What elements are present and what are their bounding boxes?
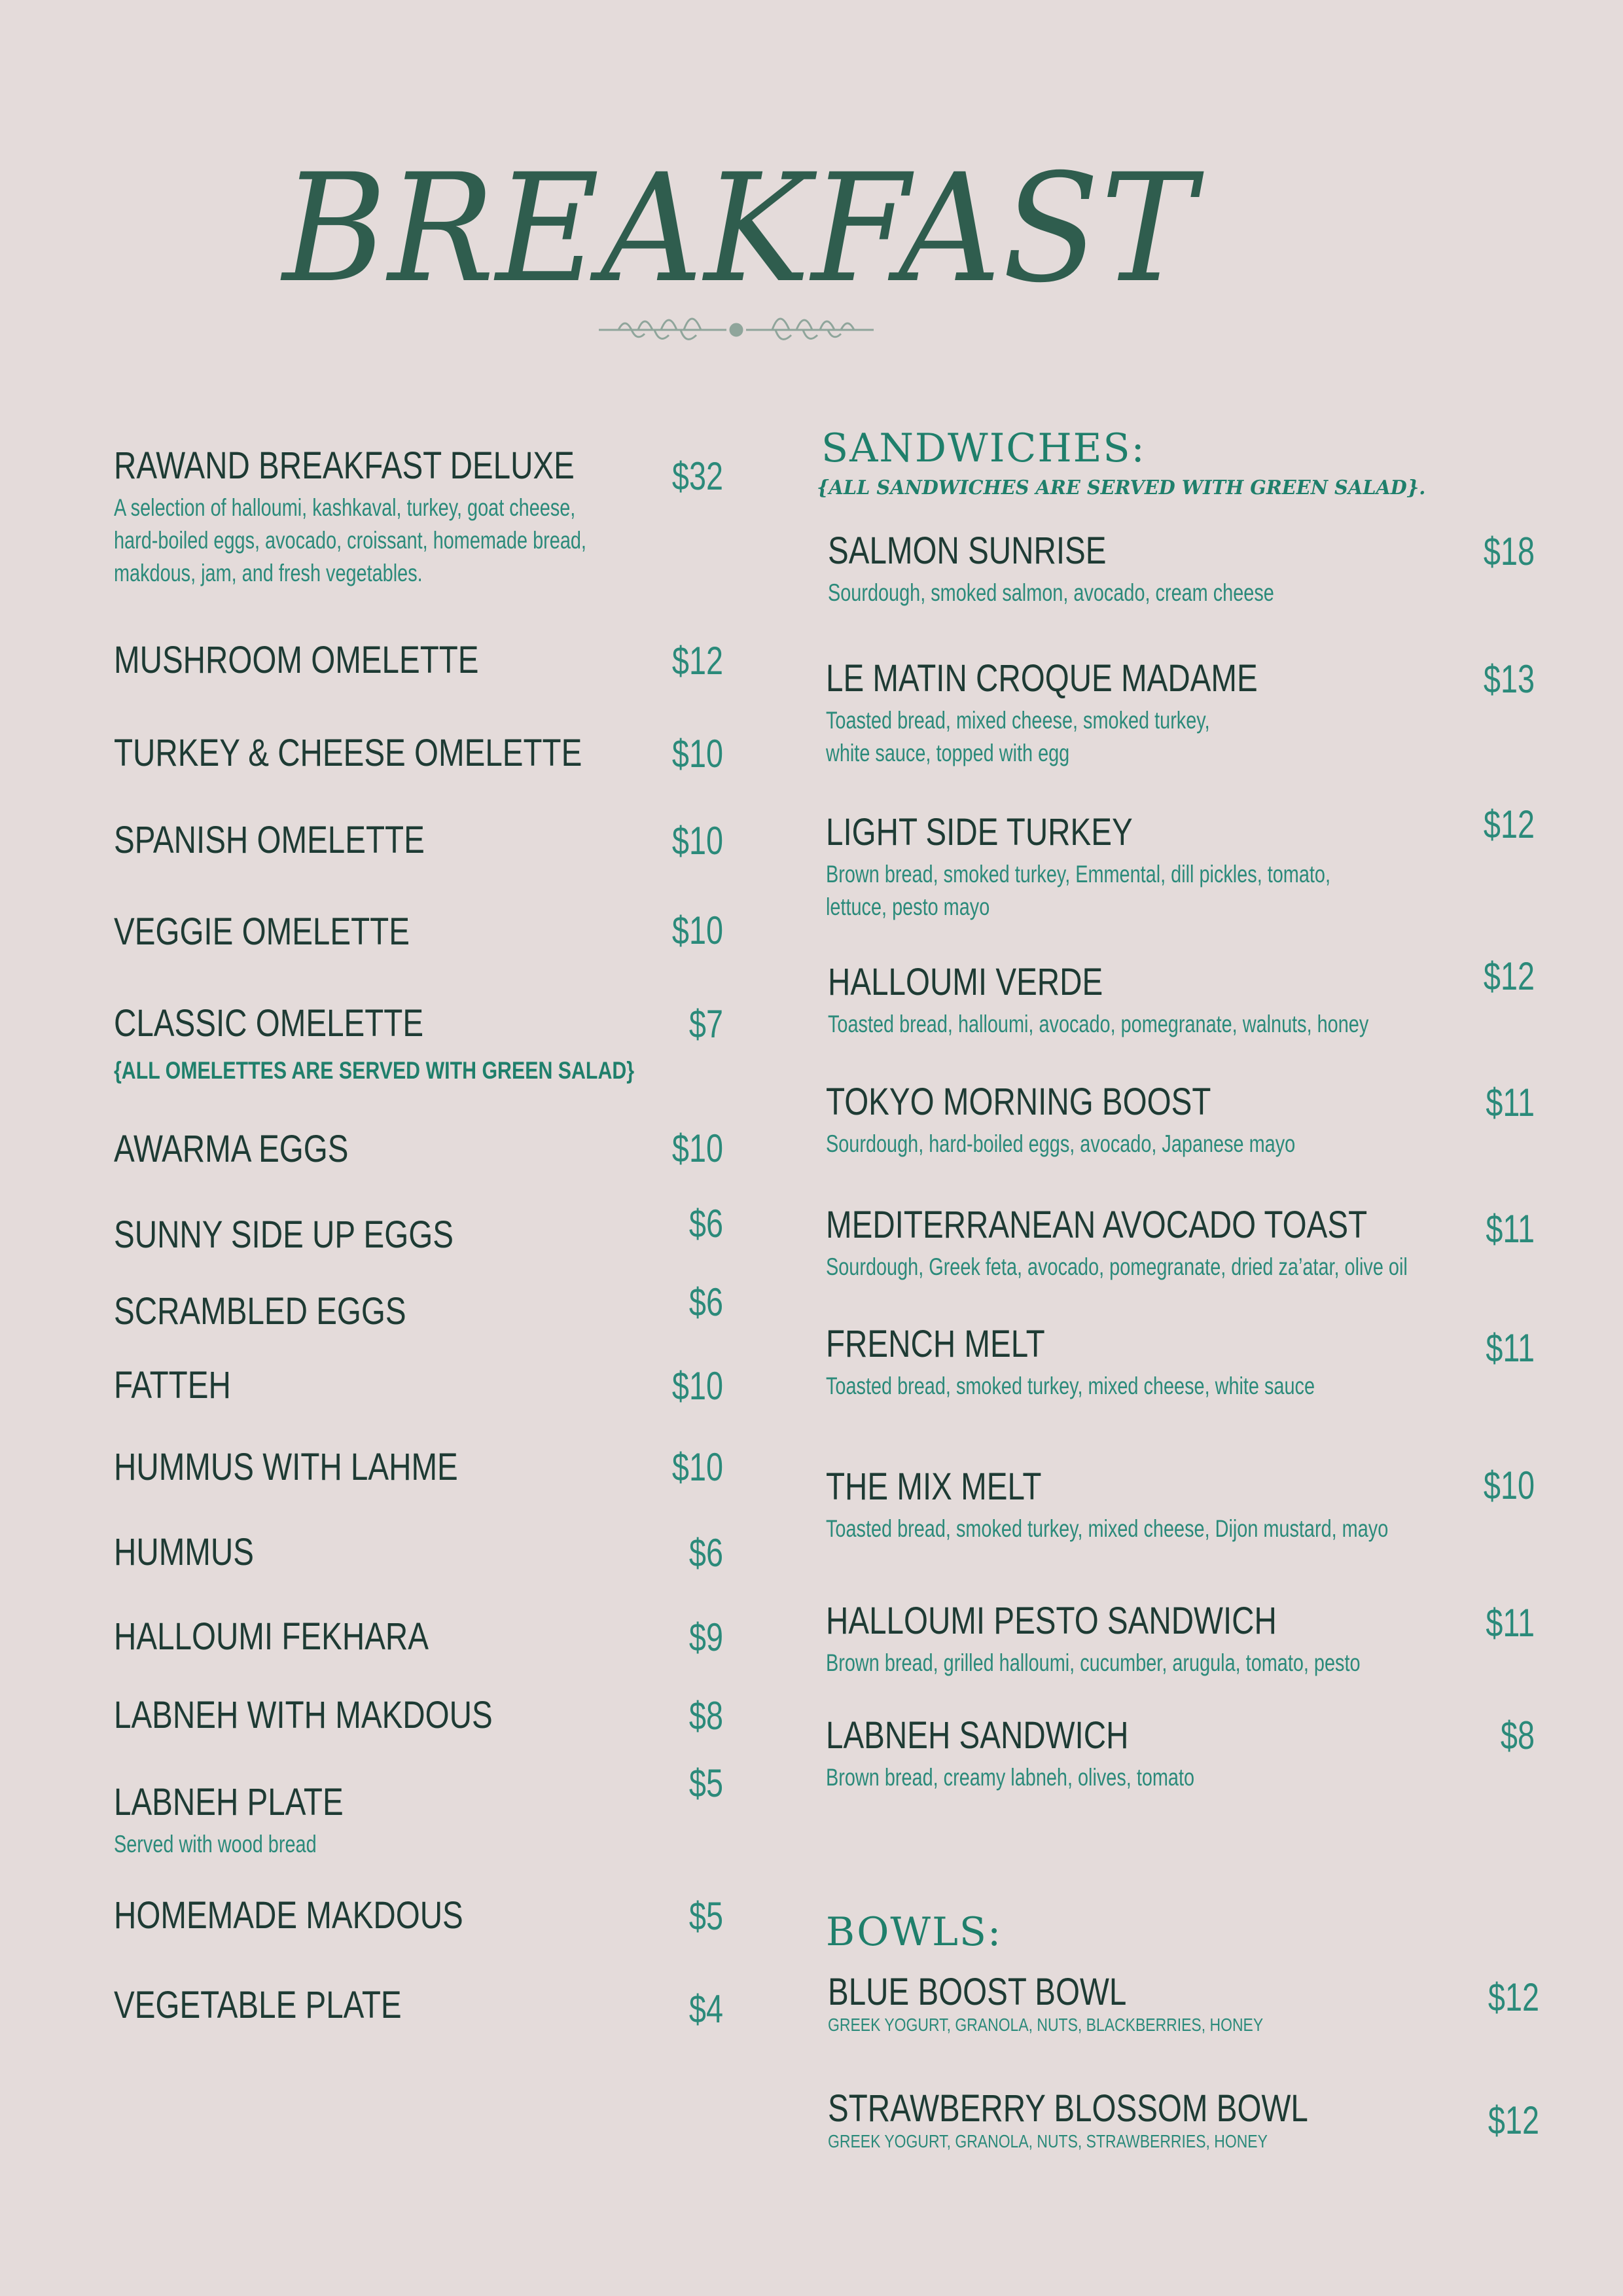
sandwich-item-description: Brown bread, grilled halloumi, cucumber, arugula, tomato, pesto (826, 1649, 1361, 1676)
breakfast-item (114, 1531, 285, 1573)
sandwich-item (826, 811, 1472, 924)
breakfast-item (114, 821, 493, 859)
sandwich-item-name: FRENCH MELT (826, 1323, 1045, 1365)
leaf-ornament-icon (592, 301, 880, 353)
breakfast-item-price: $5 (688, 1894, 723, 1938)
sandwich-item-price: $11 (1486, 1601, 1535, 1645)
breakfast-item (114, 1213, 528, 1256)
breakfast-item-name: VEGETABLE PLATE (114, 1984, 402, 2026)
breakfast-item-description: makdous, jam, and fresh vegetables. (114, 560, 423, 586)
breakfast-item-price: $4 (688, 1987, 723, 2031)
sandwich-item-description: Sourdough, smoked salmon, avocado, cream cheese (828, 579, 1274, 606)
breakfast-item-name: RAWAND BREAKFAST DELUXE (114, 444, 575, 487)
breakfast-item-price: $6 (688, 1202, 723, 1246)
breakfast-item-name: LABNEH PLATE (114, 1781, 344, 1823)
sandwich-item-price: $11 (1486, 1081, 1535, 1124)
sandwich-item (826, 1083, 1427, 1160)
bowl-item (828, 2087, 1414, 2153)
breakfast-item-name: SUNNY SIDE UP EGGS (114, 1213, 454, 1256)
bowl-item (828, 1973, 1359, 2036)
breakfast-item-description: hard-boiled eggs, avocado, croissant, homemade bread, (114, 527, 586, 554)
sandwich-item-price: $12 (1483, 954, 1535, 998)
breakfast-item-name: MUSHROOM OMELETTE (114, 639, 479, 681)
breakfast-item-description: A selection of halloumi, kashkaval, turkey, goat cheese, (114, 494, 576, 521)
breakfast-item-price: $10 (671, 1364, 723, 1408)
sandwich-item-description: Sourdough, Greek feta, avocado, pomegranate, dried za’atar, olive oil (826, 1253, 1408, 1280)
sandwiches-title: SANDWICHES: (821, 425, 1146, 471)
sandwich-item (828, 529, 1400, 609)
breakfast-item-name: HOMEMADE MAKDOUS (114, 1894, 463, 1937)
sandwich-item-description: Brown bread, smoked turkey, Emmental, dill pickles, tomato, (826, 861, 1330, 888)
breakfast-item-name: VEGGIE OMELETTE (114, 910, 410, 953)
breakfast-item (114, 1130, 400, 1168)
breakfast-item-name: CLASSIC OMELETTE (114, 1002, 424, 1045)
sandwich-item-description: lettuce, pesto mayo (826, 893, 990, 920)
breakfast-item (114, 1894, 540, 1937)
sandwich-item-price: $18 (1483, 529, 1535, 573)
sandwich-item-price: $12 (1483, 802, 1535, 846)
bowl-item-price: $12 (1488, 2098, 1539, 2142)
sandwich-item-description: white sauce, topped with egg (826, 740, 1070, 766)
bowl-item-description: GREEK YOGURT, GRANOLA, NUTS, BLACKBERRIES, HONEY (828, 2015, 1264, 2035)
page-title: BREAKFAST (282, 141, 1197, 315)
sandwich-item-price: $13 (1483, 657, 1535, 701)
breakfast-item-price: $10 (671, 908, 723, 952)
breakfast-item (114, 910, 474, 953)
sandwich-item-description: Sourdough, hard-boiled eggs, avocado, Japanese mayo (826, 1130, 1296, 1157)
sandwich-item-name: HALLOUMI VERDE (828, 961, 1103, 1003)
breakfast-item-price: $10 (671, 819, 723, 863)
sandwich-item-name: THE MIX MELT (826, 1465, 1042, 1508)
breakfast-item-name: AWARMA EGGS (114, 1128, 349, 1170)
breakfast-item-price: $10 (671, 732, 723, 776)
sandwich-item (826, 657, 1353, 770)
breakfast-item-name: LABNEH WITH MAKDOUS (114, 1694, 493, 1736)
sandwiches-note: {ALL SANDWICHES ARE SERVED WITH GREEN SALAD}. (817, 476, 1426, 499)
sandwich-item-price: $11 (1486, 1207, 1535, 1251)
breakfast-item (114, 1615, 498, 1658)
breakfast-item (114, 1696, 576, 1734)
sandwich-item-name: LE MATIN CROQUE MADAME (826, 657, 1258, 700)
breakfast-item-name: HALLOUMI FEKHARA (114, 1615, 429, 1658)
breakfast-item-name: HUMMUS (114, 1531, 255, 1573)
breakfast-item-price: $7 (688, 1002, 723, 1046)
breakfast-item-price: $9 (688, 1615, 723, 1659)
sandwich-item (826, 1714, 1298, 1794)
sandwich-item-name: SALMON SUNRISE (828, 529, 1107, 572)
sandwich-item-description: Brown bread, creamy labneh, olives, tomato (826, 1764, 1195, 1791)
breakfast-item-price: $12 (671, 639, 723, 683)
bowl-item-price: $12 (1488, 1975, 1539, 2019)
breakfast-item-name: SCRAMBLED EGGS (114, 1290, 406, 1333)
sandwich-item-price: $10 (1483, 1463, 1535, 1507)
omelette-note: {ALL OMELETTES ARE SERVED WITH GREEN SALAD} (114, 1057, 635, 1084)
sandwich-item-description: Toasted bread, smoked turkey, mixed cheese, Dijon mustard, mayo (826, 1515, 1389, 1542)
sandwich-item-description: Toasted bread, halloumi, avocado, pomegranate, walnuts, honey (828, 1011, 1369, 1037)
breakfast-item (114, 641, 559, 679)
breakfast-item-price: $8 (688, 1694, 723, 1738)
breakfast-item (114, 1364, 257, 1407)
bowl-item-description: GREEK YOGURT, GRANOLA, NUTS, STRAWBERRIES, HONEY (828, 2131, 1268, 2151)
breakfast-item-price: $6 (688, 1531, 723, 1575)
breakfast-item-name: FATTEH (114, 1364, 231, 1407)
breakfast-item-price: $6 (688, 1280, 723, 1324)
sandwich-item-name: LABNEH SANDWICH (826, 1714, 1129, 1757)
breakfast-item-name: TURKEY & CHEESE OMELETTE (114, 732, 582, 774)
sandwich-item-price: $8 (1500, 1713, 1535, 1757)
breakfast-item-price: $5 (688, 1761, 723, 1805)
breakfast-item-price: $10 (671, 1445, 723, 1489)
breakfast-item (114, 1448, 533, 1486)
sandwich-item-name: LIGHT SIDE TURKEY (826, 811, 1133, 853)
breakfast-item-price: $32 (671, 454, 723, 498)
bowl-item-name: BLUE BOOST BOWL (828, 1971, 1127, 2013)
bowl-item-name: STRAWBERRY BLOSSOM BOWL (828, 2087, 1308, 2130)
sandwich-item (826, 1325, 1453, 1403)
breakfast-item (114, 1986, 465, 2024)
breakfast-item (114, 1781, 394, 1861)
sandwich-item-name: MEDITERRANEAN AVOCADO TOAST (826, 1204, 1368, 1246)
breakfast-item (114, 1002, 491, 1045)
sandwich-item-name: HALLOUMI PESTO SANDWICH (826, 1600, 1277, 1642)
sandwich-item-description: Toasted bread, mixed cheese, smoked turkey, (826, 707, 1210, 734)
breakfast-item-description: Served with wood bread (114, 1831, 317, 1857)
sandwich-item-price: $11 (1486, 1326, 1535, 1370)
breakfast-item-price: $10 (671, 1126, 723, 1170)
sandwich-item-description: Toasted bread, smoked turkey, mixed cheese, white sauce (826, 1372, 1315, 1399)
bowls-title: BOWLS: (826, 1909, 1003, 1955)
breakfast-item-name: HUMMUS WITH LAHME (114, 1446, 458, 1488)
breakfast-item-name: SPANISH OMELETTE (114, 819, 425, 861)
sandwich-item-name: TOKYO MORNING BOOST (826, 1081, 1211, 1123)
breakfast-item (114, 1290, 471, 1333)
